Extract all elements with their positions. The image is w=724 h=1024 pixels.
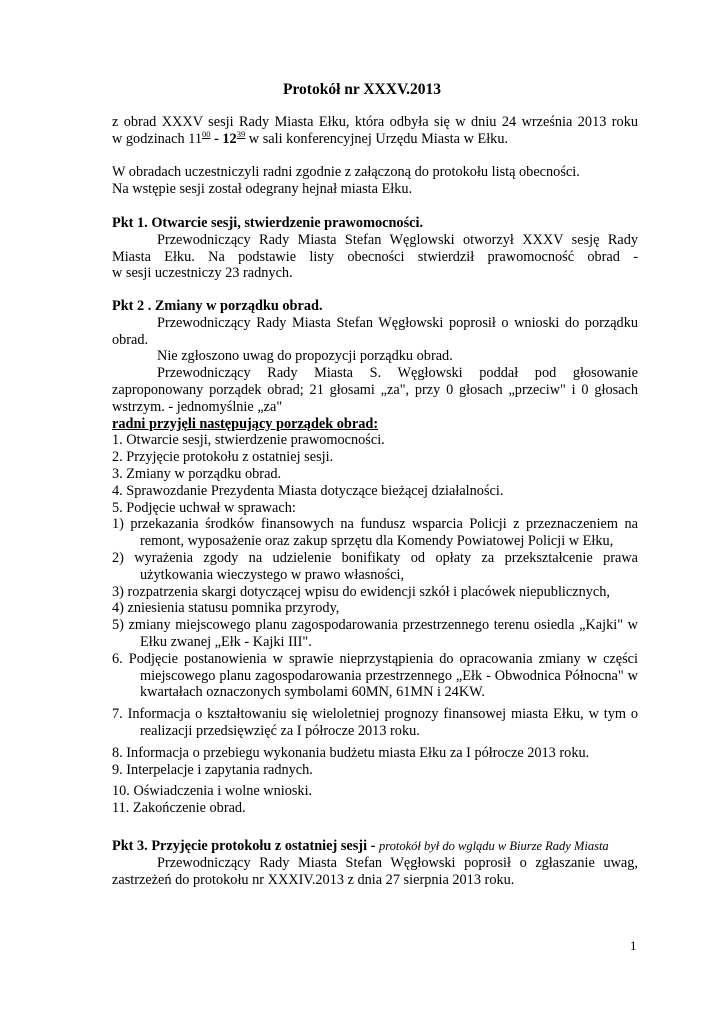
agenda-item-7: 7. Informacja o kształtowaniu się wieloletniej prognozy finansowej miasta Ełku, w tym o realizacji przedsięwzięć za I półrocze 2013 roku. (112, 706, 638, 739)
pkt2-paragraph-3: Przewodniczący Rady Miasta S. Węgłowski poddał pod głosowanie zaproponowany porządek obrad; 21 głosami „za", przy 0 głosach „przeciw" i 0 głosach (112, 365, 638, 398)
pkt2-section (112, 298, 638, 817)
pkt1-paragraph: Przewodniczący Rady Miasta Stefan Węglowski otworzył XXXV sesję Rady Miasta Ełku. Na podstawie listy obecności stwierdził prawomocność obrad - (112, 231, 638, 265)
agenda-item-1: 1. Otwarcie sesji, stwierdzenie prawomocności. (112, 432, 385, 449)
pkt1-section (112, 215, 638, 282)
location-text: w sali konferencyjnej Urzędu Miasta w Ełku. (245, 130, 509, 147)
accepted-agenda-part-1: radni przyjęli (112, 415, 200, 432)
attendance-line-1: W obradach uczestniczyli radni zgodnie z załączoną do protokołu listą obecności. (112, 164, 580, 180)
pkt2-heading: Pkt 2 . Zmiany w porządku obrad. (112, 298, 323, 314)
agenda-item-3: 3. Zmiany w porządku obrad. (112, 465, 282, 482)
intro-line-2 (112, 128, 638, 148)
pkt3-note: protokół był do wglądu w Biurze Rady Miasta (378, 839, 609, 853)
time-start-minutes: 00 (202, 128, 211, 139)
page-number: 1 (630, 938, 637, 953)
sub-item-1: 1) przekazania środków finansowych na fundusz wsparcia Policji z przeznaczeniem na remont, wyposażenie oraz zakup sprzętu dla Komendy Powiatowej Policji w Ełku, (112, 516, 638, 550)
pkt1-heading: Pkt 1. Otwarcie sesji, stwierdzenie prawomocności. (112, 215, 424, 231)
intro-line-1: z obrad XXXV sesji Rady Miasta Ełku, która odbyła się w dniu 24 września 2013 roku (112, 114, 638, 130)
agenda-item-5: 5. Podjęcie uchwał w sprawach: (112, 499, 296, 516)
agenda-item-4: 4. Sprawozdanie Prezydenta Miasta dotyczące bieżącej działalności. (112, 482, 504, 499)
sub-item-4: 4) zniesienia statusu pomnika przyrody, (112, 600, 340, 617)
pkt3-paragraph: Przewodniczący Rady Miasta Stefan Węgłowski poprosił o zgłaszanie uwag, zastrzeżeń do protokołu nr XXXIV.2013 z dnia 27 sierpnia 2013 roku. (112, 854, 638, 888)
document-title: Protokół nr XXXV.2013 (282, 81, 442, 98)
pkt3-heading-text: Pkt 3. Przyjęcie protokołu z ostatniej sesji - (112, 838, 379, 854)
agenda-item-8: 8. Informacja o przebiegu wykonania budżetu miasta Ełku za I półrocze 2013 roku. (112, 744, 590, 761)
pkt3-section (112, 838, 638, 888)
agenda-item-6: 6. Podjęcie postanowienia w sprawie nieprzystąpienia do opracowania zmiany w części miejscowego planu zagospodarowania przestrzennego „Ełk - Obwodnica Północna" w kwartałach oznaczonych symbolami 60MN, 61MN i 24KW. (112, 650, 638, 701)
intro-section (112, 114, 638, 148)
pkt2-paragraph-3-last: wstrzym. - jednomyślnie „za" (112, 398, 283, 415)
attendance-section (112, 164, 638, 198)
agenda-item-10: 10. Oświadczenia i wolne wnioski. (112, 783, 313, 800)
pkt3-heading (112, 838, 638, 855)
attendance-line-2: Na wstępie sesji został odegrany hejnał miasta Ełku. (112, 180, 413, 197)
agenda-item-9: 9. Interpelacje i zapytania radnych. (112, 761, 313, 778)
accepted-agenda-heading (112, 416, 638, 433)
pkt2-paragraph-2: Nie zgłoszono uwag do propozycji porządku obrad. (157, 348, 453, 365)
accepted-agenda-part-2: następujący porządek obrad: (199, 415, 379, 432)
sub-item-5: 5) zmiany miejscowego planu zagospodarowania przestrzennego terenu osiedla „Kajki" w Ełku zwanej „Ełk - Kajki III". (112, 617, 638, 650)
pkt2-paragraph-1: Przewodniczący Rady Miasta Stefan Węgłowski poprosił o wnioski do porządku obrad. (112, 314, 638, 348)
time-end-text: - 12 (210, 130, 237, 147)
time-end-minutes: 39 (236, 128, 246, 139)
sub-item-3: 3) rozpatrzenia skargi dotyczącej wpisu do ewidencji szkół i placówek niepublicznych, (112, 583, 610, 600)
agenda-item-11: 11. Zakończenie obrad. (112, 800, 246, 817)
sub-item-2: 2) wyrażenia zgody na udzielenie bonifikaty od opłaty za przekształcenie prawa użytkowania wieczystego w prawo własności, (112, 549, 638, 583)
time-start-text: w godzinach 11 (112, 130, 202, 147)
agenda-item-2: 2. Przyjęcie protokołu z ostatniej sesji. (112, 449, 334, 466)
pkt1-last-line: w sesji uczestniczy 23 radnych. (112, 265, 293, 282)
